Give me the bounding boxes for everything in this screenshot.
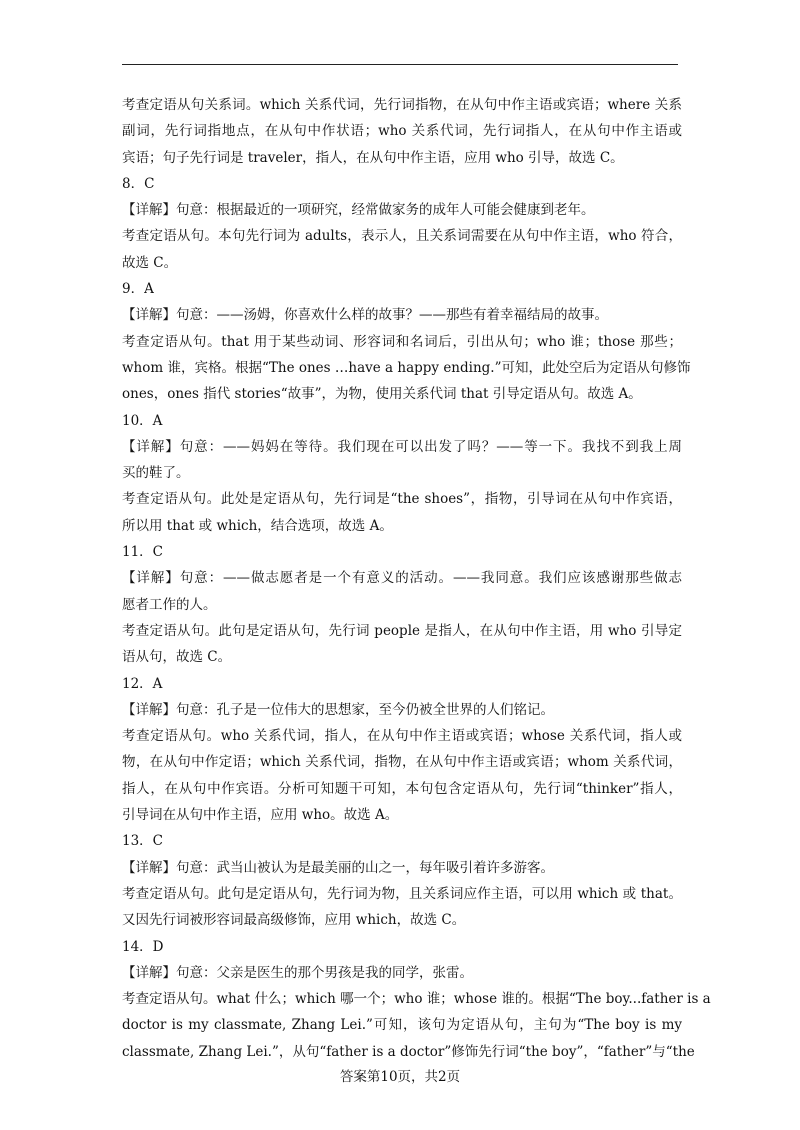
text-line: 12．A: [122, 675, 163, 692]
text-line: 副词，先行词指地点，在从句中作状语；who 关系代词，先行词指人，在从句中作主语或: [122, 123, 682, 140]
text-line: 【详解】句意：孔子是一位伟大的思想家，至今仍被全世界的人们铭记。: [122, 701, 554, 718]
text-line: 考查定语从句。此句是定语从句，先行词为物，且关系词应作主语，可以用 which 或 that。: [122, 885, 682, 902]
text-line: 宾语；句子先行词是 traveler，指人，在从句中作主语，应用 who 引导，故选 C。: [122, 149, 624, 166]
text-line: 13．C: [122, 833, 164, 850]
text-line: 考查定语从句关系词。which 关系代词，先行词指物，在从句中作主语或宾语；where 关系: [122, 97, 682, 113]
text-line: 【详解】句意：父亲是医生的那个男孩是我的同学，张雷。: [122, 964, 473, 981]
page-footer: 答案第10页，共2页: [339, 1069, 461, 1085]
text-line: 买的鞋了。: [122, 465, 190, 482]
text-line: 【详解】句意：根据最近的一项研究，经常做家务的成年人可能会健康到老年。: [122, 202, 595, 219]
text-line: 考查定语从句。that 用于某些动词、形容词和名词后，引出从句；who 谁；those 那些；: [122, 333, 682, 350]
text-line: 指人，在从句中作宾语。分析可知题干可知，本句包含定语从句，先行词“thinker”指人，: [122, 780, 682, 797]
text-line: doctor is my classmate, Zhang Lei.”可知，该句为定语从句，主句为“The boy is my: [122, 1017, 682, 1034]
text-line: 8．C: [122, 175, 155, 192]
header-rule: [122, 64, 678, 65]
text-line: 又因先行词被形容词最高级修饰，应用 which，故选 C。: [122, 912, 466, 929]
text-line: 愿者工作的人。: [122, 596, 217, 613]
text-line: 【详解】句意：——做志愿者是一个有意义的活动。——我同意。我们应该感谢那些做志: [122, 570, 682, 587]
text-line: 考查定语从句。who 关系代词，指人，在从句中作主语或宾语；whose 关系代词，指人或: [122, 728, 682, 745]
text-line: 考查定语从句。本句先行词为 adults，表示人，且关系词需要在从句中作主语，who 符合，: [122, 228, 682, 245]
text-line: 考查定语从句。what 什么；which 哪一个；who 谁；whose 谁的。根据“The boy...father is a: [122, 991, 711, 1008]
text-line: 9．A: [122, 281, 154, 298]
text-line: 11．C: [122, 544, 164, 561]
text-line: 物，在从句中作定语；which 关系代词，指物，在从句中作主语或宾语；whom 关系代词，: [122, 754, 682, 771]
text-line: 10．A: [122, 412, 163, 429]
text-line: classmate, Zhang Lei.”，从句“father is a doctor”修饰先行词“the boy”，“father”与“the: [122, 1043, 695, 1060]
text-line: 【详解】句意：——汤姆，你喜欢什么样的故事？——那些有着幸福结局的故事。: [122, 307, 608, 324]
text-line: 考查定语从句。此处是定语从句，先行词是“the shoes”，指物，引导词在从句中作宾语，: [122, 491, 682, 508]
text-line: 【详解】句意：——妈妈在等待。我们现在可以出发了吗？——等一下。我找不到我上周: [122, 438, 682, 455]
text-line: 引导词在从句中作主语，应用 who。故选 A。: [122, 807, 399, 824]
text-line: 考查定语从句。此句是定语从句，先行词 people 是指人，在从句中作主语，用 who 引导定: [122, 622, 682, 639]
text-line: 所以用 that 或 which，结合选项，故选 A。: [122, 517, 393, 534]
text-line: ones，ones 指代 stories“故事”，为物，使用关系代词 that 引导定语从句。故选 A。: [122, 386, 642, 403]
text-line: whom 谁，宾格。根据“The ones …have a happy ending.”可知，此处空后为定语从句修饰: [122, 359, 691, 376]
text-line: 【详解】句意：武当山被认为是最美丽的山之一，每年吸引着许多游客。: [122, 859, 554, 876]
text-line: 故选 C。: [122, 254, 178, 271]
answer-body: [122, 92, 711, 1065]
text-line: 语从句，故选 C。: [122, 649, 232, 666]
text-line: 14．D: [122, 938, 164, 955]
